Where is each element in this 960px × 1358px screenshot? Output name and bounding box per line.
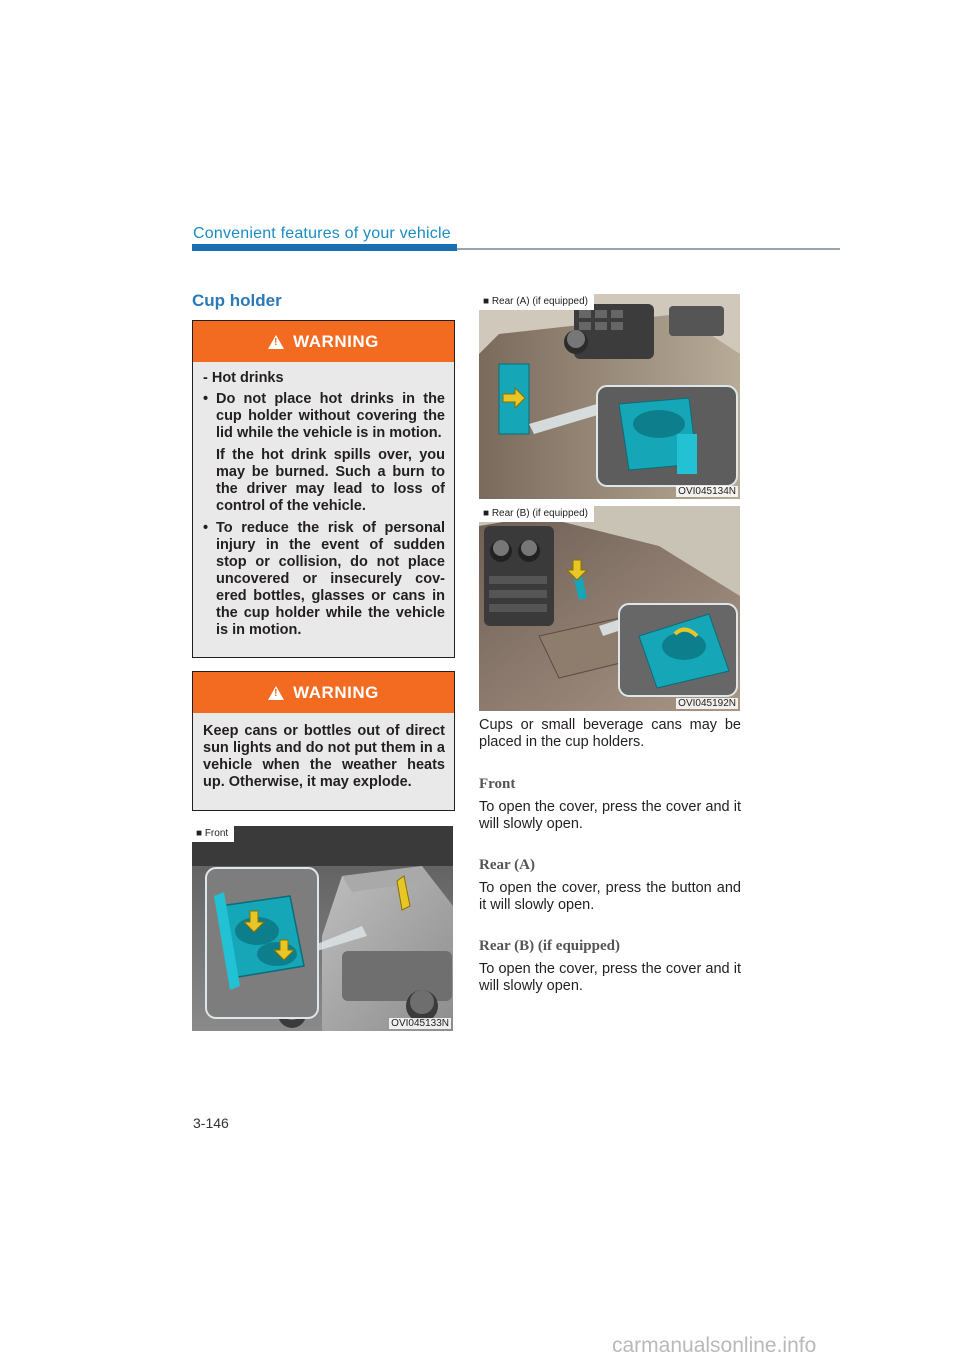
warning-triangle-icon: [268, 686, 284, 700]
figure-tag: ■ Rear (B) (if equipped): [479, 506, 594, 522]
bullet-text: If the hot drink spills over, you may be burned. Such a burn to the driver may lead to loss of control of the vehicle.: [216, 447, 445, 514]
front-console-illustration: [192, 826, 453, 1031]
paragraph-rear-b: To open the cover, press the cover and it will slowly open.: [479, 961, 741, 994]
rear-b-console-illustration: [479, 506, 740, 711]
figure-front-cup-holder: [192, 826, 453, 1031]
header-rule-accent: [192, 244, 457, 251]
figure-rear-a-cup-holder: [479, 294, 740, 499]
subhead-rear-b: Rear (B) (if equipped): [479, 938, 620, 954]
warning-bullet: [203, 520, 445, 639]
section-title: Cup holder: [192, 291, 282, 310]
figure-code: OVI045134N: [678, 486, 736, 497]
subhead-rear-a: Rear (A): [479, 857, 535, 873]
bullet-text: Do not place hot drinks in the cup holder without covering the lid while the vehicle is in motion.: [216, 391, 445, 441]
warning-label: WARNING: [293, 331, 379, 351]
bullet-text: To reduce the risk of personal injury in the event of sudden stop or collision, do not place uncovered or insecurely cov- ered bottles, glasses or cans in the cup holder while the vehicle is in motion.: [216, 520, 445, 638]
warning-text: Keep cans or bottles out of direct sun lights and do not put them in a vehicle when the weather heats up. Otherwise, it may explode.: [203, 723, 445, 790]
watermark-text: carmanualsonline.info: [612, 1334, 817, 1357]
warning-intro: - Hot drinks: [203, 370, 284, 386]
figure-tag: ■ Front: [192, 826, 234, 842]
warning-triangle-icon: [268, 335, 284, 349]
chapter-title: Convenient features of your vehicle: [193, 225, 451, 242]
figure-tag: ■ Rear (A) (if equipped): [479, 294, 594, 310]
bullet-symbol: •: [203, 520, 209, 536]
paragraph-rear-a: To open the cover, press the button and it will slowly open.: [479, 880, 741, 913]
warning-label: WARNING: [293, 682, 379, 702]
warning-header: [193, 672, 454, 713]
warning-box-sunlight: [192, 671, 455, 811]
rear-a-console-illustration: [479, 294, 740, 499]
figure-code: OVI045192N: [678, 698, 736, 709]
warning-bullet: [203, 391, 445, 515]
header-rule: [457, 248, 840, 250]
figure-rear-b-cup-holder: [479, 506, 740, 711]
subhead-front: Front: [479, 776, 516, 792]
bullet-symbol: •: [203, 391, 209, 407]
paragraph-front: To open the cover, press the cover and it will slowly open.: [479, 799, 741, 832]
intro-paragraph: Cups or small beverage cans may be placed in the cup holders.: [479, 717, 741, 750]
warning-header: [193, 321, 454, 362]
warning-box-hot-drinks: [192, 320, 455, 658]
figure-code: OVI045133N: [391, 1018, 449, 1029]
page-number: 3-146: [193, 1115, 229, 1131]
